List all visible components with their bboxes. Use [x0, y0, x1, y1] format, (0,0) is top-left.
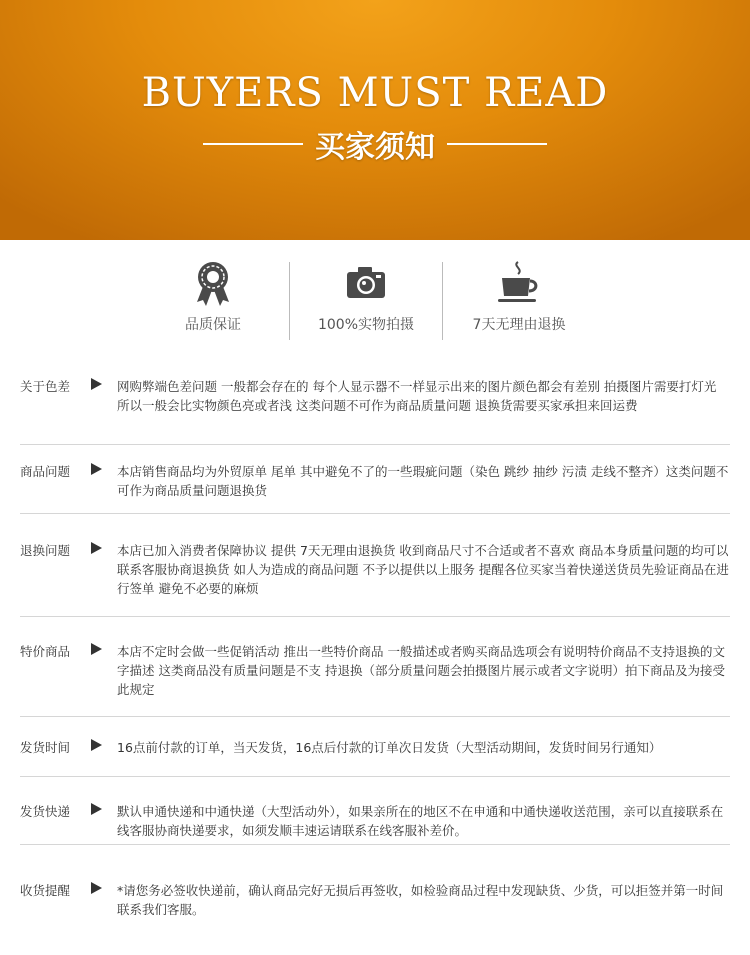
notice-special-offer [20, 642, 730, 717]
feature-label: 7天无理由退换 [472, 317, 566, 333]
right-divider [447, 143, 547, 145]
feature-real-photo [291, 258, 441, 334]
feature-label: 100%实物拍摄 [317, 317, 415, 333]
notice-title: 收货提醒 [20, 883, 71, 898]
notice-text: *请您务必签收快递前，确认商品完好无损后再签收，如检验商品过程中发现缺货、少货，可以拒签并第一时间联系我们客服。 [117, 883, 724, 917]
notice-courier [20, 802, 730, 845]
feature-icons-row [0, 258, 750, 348]
notice-text: 网购弊端色差问题 一般都会存在的 每个人显示器不一样显示出来的图片颜色都会有差别 拍摄图片需要打灯光 所以一般会比实物颜色亮或者浅 这类问题不可作为商品质量问题 退换货需要买家承担来回运费 [117, 379, 717, 413]
banner-title: BUYERS MUST READ [141, 70, 609, 116]
triangle-right-icon [91, 463, 102, 475]
coffee-cup-icon [494, 258, 544, 308]
camera-icon [341, 258, 391, 308]
header-banner [0, 0, 750, 240]
feature-quality [138, 258, 288, 334]
notice-title: 退换问题 [20, 543, 71, 558]
notice-title: 发货时间 [20, 740, 71, 755]
award-ribbon-icon [188, 258, 238, 308]
triangle-right-icon [91, 739, 102, 751]
notice-title: 特价商品 [20, 644, 71, 659]
triangle-right-icon [91, 378, 102, 390]
notice-color-difference [20, 377, 730, 445]
notice-text: 本店已加入消费者保障协议 提供 7天无理由退换货 收到商品尺寸不合适或者不喜欢 商品本身质量问题的均可以联系客服协商退换货 如人为造成的商品问题 不予以提供以上服务 提醒各位买家当着快递送货员先验证商品在进行签单 避免不必要的麻烦 [117, 543, 729, 596]
feature-return [444, 258, 594, 334]
triangle-right-icon [91, 542, 102, 554]
notice-text: 本店销售商品均为外贸原单 尾单 其中避免不了的一些瑕疵问题（染色 跳纱 抽纱 污渍 走线不整齐）这类问题不可作为商品质量问题退换货 [117, 464, 729, 498]
left-divider [203, 143, 303, 145]
feature-divider [442, 262, 443, 340]
banner-subtitle: 买家须知 [315, 130, 435, 165]
notice-text: 16点前付款的订单，当天发货，16点后付款的订单次日发货（大型活动期间，发货时间另行通知） [117, 740, 662, 755]
triangle-right-icon [91, 882, 102, 894]
triangle-right-icon [91, 643, 102, 655]
notice-product-issue [20, 462, 730, 514]
notice-receipt-reminder [20, 881, 730, 931]
notice-return-exchange [20, 541, 730, 617]
feature-label: 品质保证 [185, 317, 241, 333]
notice-title: 关于色差 [20, 379, 71, 394]
notice-text: 默认申通快递和中通快递（大型活动外），如果亲所在的地区不在申通和中通快递收送范围，亲可以直接联系在线客服协商快递要求，如须发顺丰速运请联系在线客服补差价。 [117, 804, 724, 838]
notice-text: 本店不定时会做一些促销活动 推出一些特价商品 一般描述或者购买商品选项会有说明特价商品不支持退换的文字描述 这类商品没有质量问题是不支 持退换（部分质量问题会拍摄图片展示或者文字说明）拍下商品及为接受此规定 [117, 644, 725, 697]
notice-shipping-time [20, 738, 730, 777]
notice-title: 商品问题 [20, 464, 71, 479]
notice-title: 发货快递 [20, 804, 71, 819]
banner-subtitle-row [0, 122, 750, 166]
triangle-right-icon [91, 803, 102, 815]
feature-divider [289, 262, 290, 340]
